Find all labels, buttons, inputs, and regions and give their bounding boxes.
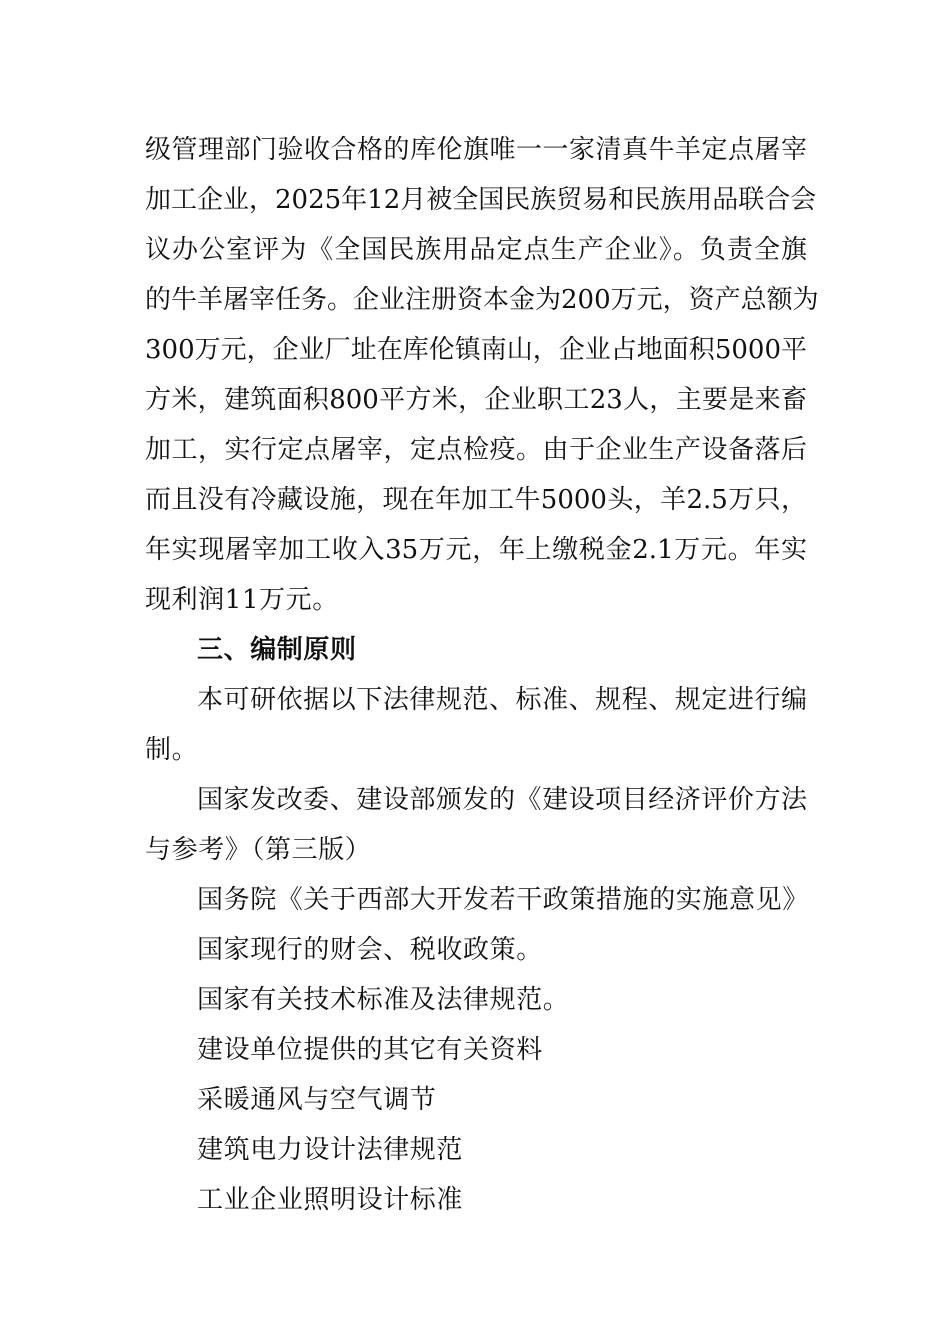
- paragraph-1-line: 而且没有冷藏设施，现在年加工牛5000头，羊2.5万只，: [145, 485, 807, 515]
- reference-list-item: 国家有关技术标准及法律规范。: [197, 985, 570, 1015]
- paragraph-1-line: 年实现屠宰加工收入35万元，年上缴税金2.1万元。年实: [145, 535, 807, 565]
- paragraph-1-line: 议办公室评为《全国民族用品定点生产企业》。负责全旗: [145, 235, 807, 265]
- reference-list-item: 国家现行的财会、税收政策。: [197, 935, 543, 965]
- paragraph-3-line: 与参考》（第三版）: [145, 835, 372, 865]
- paragraph-2-line: 本可研依据以下法律规范、标准、规程、规定进行编: [197, 685, 807, 715]
- paragraph-1-line: 加工企业，2025年12月被全国民族贸易和民族用品联合会: [145, 185, 817, 215]
- paragraph-1-line: 级管理部门验收合格的库伦旗唯一一家清真牛羊定点屠宰: [145, 135, 807, 165]
- reference-list-item: 建筑电力设计法律规范: [197, 1135, 464, 1165]
- reference-list-item: 工业企业照明设计标准: [197, 1185, 464, 1215]
- paragraph-3-line: 国家发改委、建设部颁发的《建设项目经济评价方法: [197, 785, 807, 815]
- paragraph-1-line: 300万元，企业厂址在库伦镇南山，企业占地面积5000平: [145, 335, 807, 365]
- paragraph-1-line: 方米，建筑面积800平方米，企业职工23人，主要是来畜: [145, 385, 807, 415]
- reference-list-item: 采暖通风与空气调节: [197, 1085, 437, 1115]
- paragraph-1-line: 的牛羊屠宰任务。企业注册资本金为200万元，资产总额为: [145, 285, 819, 315]
- paragraph-1-line: 加工，实行定点屠宰，定点检疫。由于企业生产设备落后: [145, 435, 807, 465]
- paragraph-1-line: 现利润11万元。: [145, 585, 339, 615]
- paragraph-2-line: 制。: [145, 735, 199, 765]
- section-heading: 三、编制原则: [197, 635, 357, 665]
- reference-list-item: 国务院《关于西部大开发若干政策措施的实施意见》: [197, 885, 809, 915]
- reference-list-item: 建设单位提供的其它有关资料: [197, 1035, 543, 1065]
